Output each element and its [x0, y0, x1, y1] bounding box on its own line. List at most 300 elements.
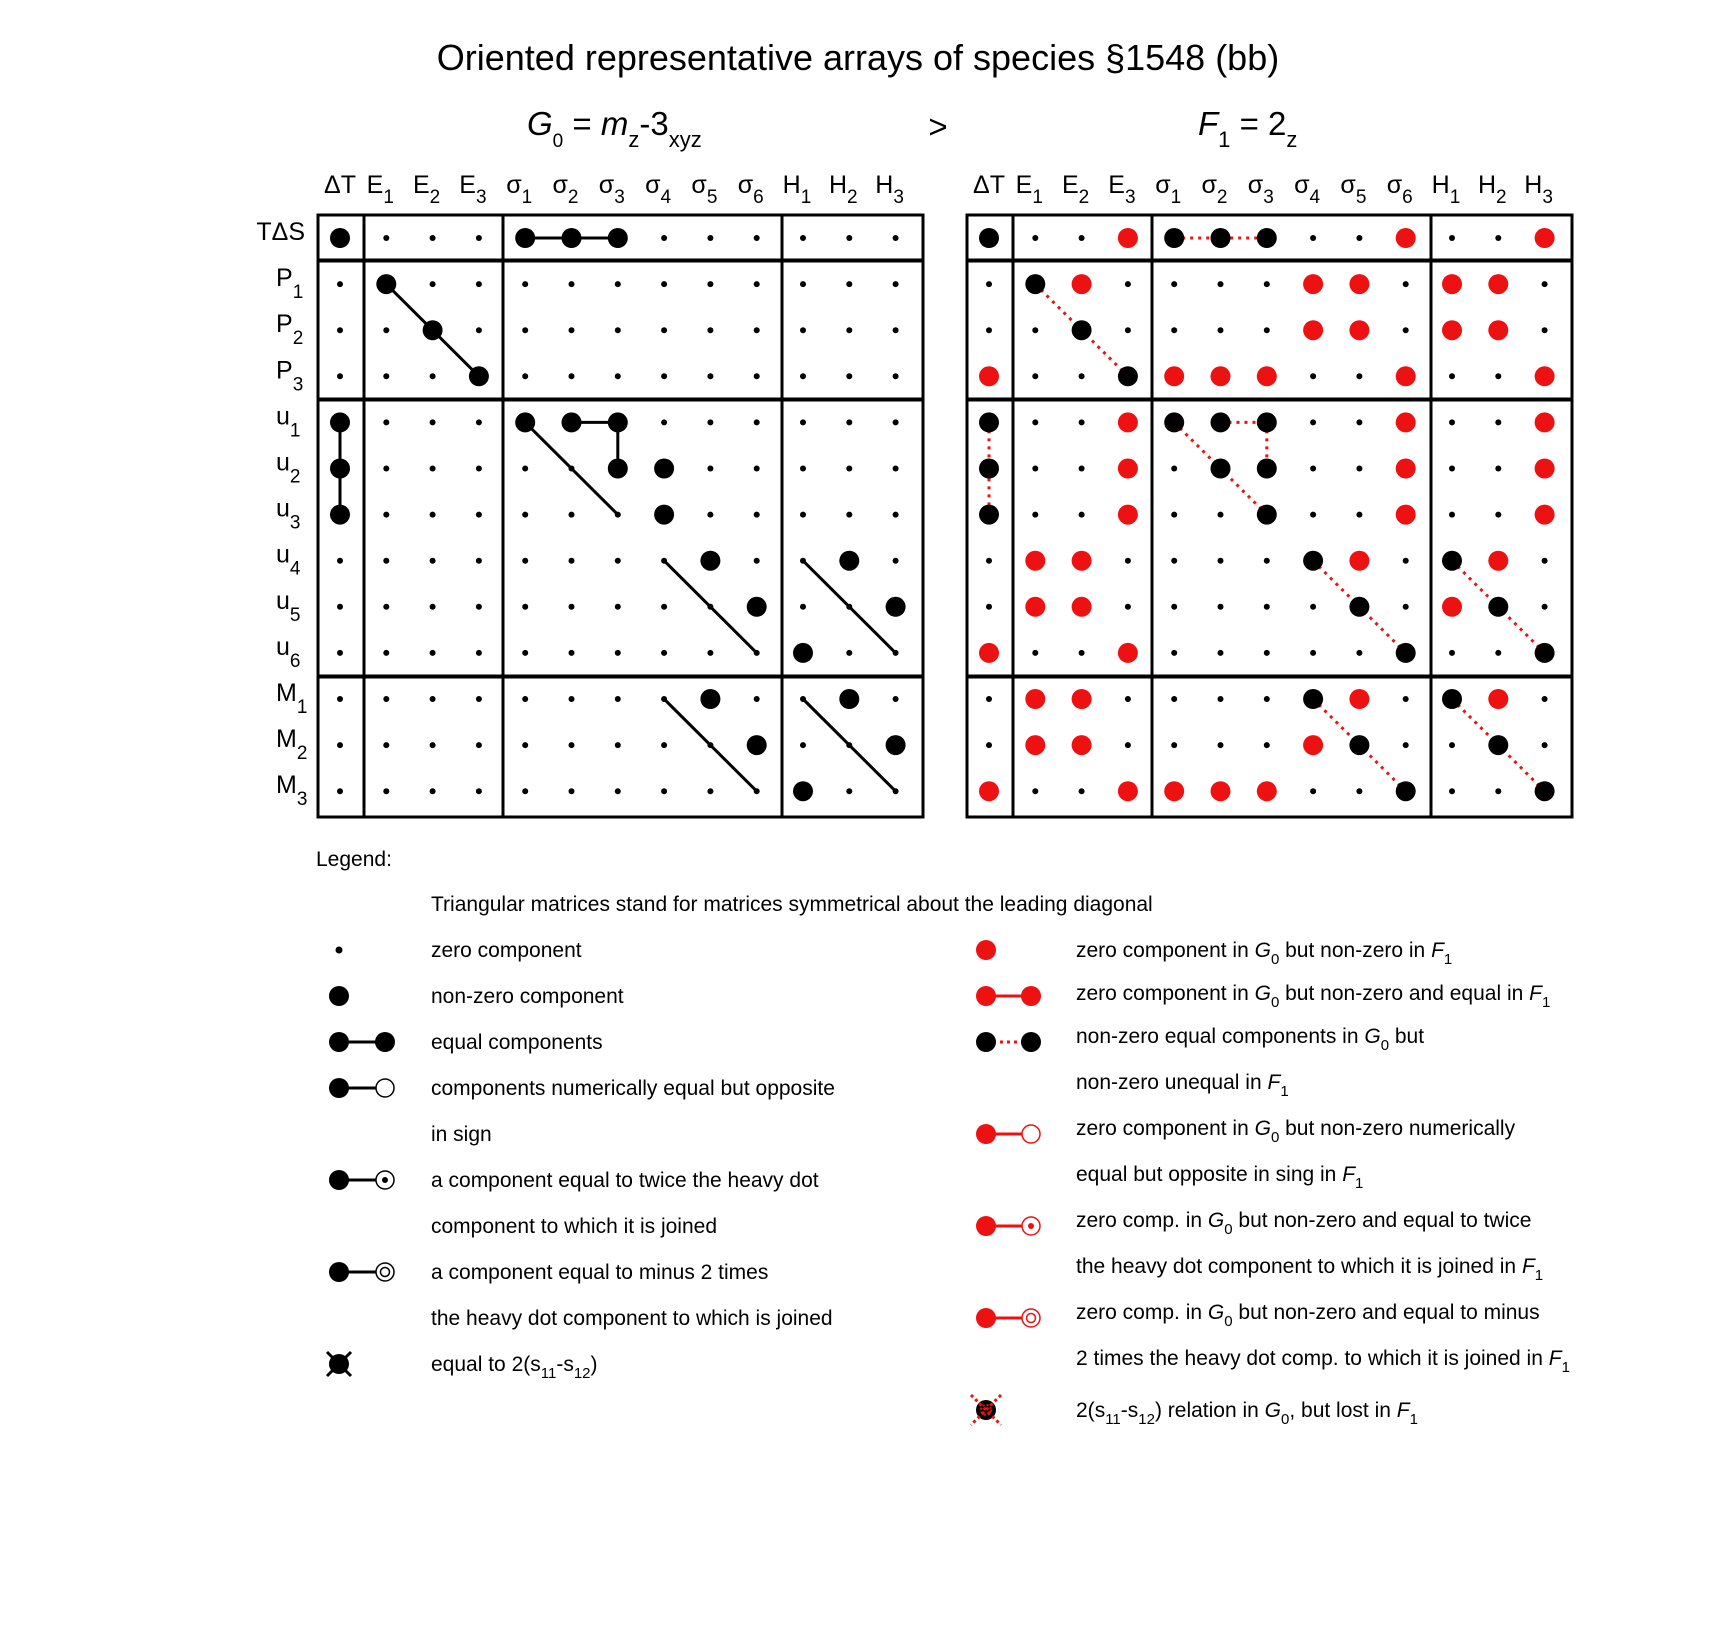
zero-dot	[800, 281, 806, 287]
zero-dot	[1218, 558, 1224, 564]
zero-dot	[1171, 281, 1177, 287]
legend-s11-s12-icon	[327, 1352, 351, 1376]
zero-dot	[1032, 466, 1038, 472]
left-panel-heading	[527, 105, 702, 152]
red-dot	[1349, 320, 1369, 340]
red-dot	[1303, 274, 1323, 294]
red-dot	[1535, 228, 1555, 248]
zero-dot	[1032, 373, 1038, 379]
zero-dot	[383, 788, 389, 794]
zero-dot	[1356, 235, 1362, 241]
legend-right-line-9: zero comp. in $G_0$ but non-zero and equal to minus	[1076, 1301, 1540, 1330]
red-dot	[1257, 366, 1277, 386]
row-label-12: $M_3$	[276, 771, 308, 811]
nonzero-dot	[330, 505, 350, 525]
column-label-8: $\sigma_5$	[1340, 171, 1367, 208]
zero-dot	[846, 281, 852, 287]
zero-dot	[800, 604, 806, 610]
nonzero-dot	[376, 274, 396, 294]
zero-dot	[707, 235, 713, 241]
zero-dot	[1449, 512, 1455, 518]
red-dot	[1211, 781, 1231, 801]
zero-dot	[615, 788, 621, 794]
heading-rest-sub: xyz	[668, 127, 702, 152]
row-label-0: TΔS	[256, 218, 305, 246]
legend-right-line-7: zero comp. in $G_0$ but non-zero and equal to twice	[1076, 1209, 1532, 1238]
zero-dot	[1079, 373, 1085, 379]
zero-dot	[430, 281, 436, 287]
operator-greater-than: >	[928, 108, 948, 145]
zero-dot	[1495, 373, 1501, 379]
nonzero-dot	[700, 551, 720, 571]
legend-left-line-10: equal to $2(s_{11}-s_{12})$	[431, 1353, 598, 1382]
legend-red-minus-twice-icon	[976, 1308, 1040, 1328]
heading-m-sub: z	[628, 127, 640, 152]
zero-dot	[1449, 742, 1455, 748]
zero-dot	[522, 742, 528, 748]
legend-left-line-5: in sign	[431, 1123, 492, 1146]
zero-dot	[522, 604, 528, 610]
zero-dot	[337, 373, 343, 379]
nonzero-dot	[1211, 412, 1231, 432]
zero-dot	[1356, 512, 1362, 518]
nonzero-dot	[979, 459, 999, 479]
zero-dot	[893, 788, 899, 794]
nonzero-dot	[1349, 597, 1369, 617]
zero-dot	[707, 788, 713, 794]
red-dot	[1488, 689, 1508, 709]
column-label-4: $\sigma_1$	[506, 171, 533, 208]
zero-dot	[1032, 419, 1038, 425]
zero-dot	[1264, 650, 1270, 656]
zero-dot	[1542, 604, 1548, 610]
legend-right-line-3: non-zero equal components in $G_0$ but	[1076, 1025, 1425, 1054]
red-dot	[1072, 689, 1092, 709]
zero-dot	[337, 558, 343, 564]
zero-dot	[846, 604, 852, 610]
nonzero-dot	[608, 412, 628, 432]
legend-right-line-1: zero component in $G_0$ but non-zero in $F_1$	[1076, 939, 1453, 968]
nonzero-dot	[1211, 228, 1231, 248]
zero-dot	[522, 788, 528, 794]
heading-G-sub: 0	[552, 131, 564, 152]
red-dot	[1025, 551, 1045, 571]
zero-dot	[986, 281, 992, 287]
zero-dot	[661, 281, 667, 287]
nonzero-dot	[1349, 735, 1369, 755]
red-dot	[1257, 781, 1277, 801]
zero-dot	[1542, 327, 1548, 333]
zero-dot	[1218, 281, 1224, 287]
column-label-3: $E_3$	[1108, 171, 1136, 208]
zero-dot	[1356, 466, 1362, 472]
red-dot	[1349, 689, 1369, 709]
nonzero-dot	[562, 228, 582, 248]
zero-dot	[893, 419, 899, 425]
heading-z-sub: z	[1286, 127, 1298, 152]
zero-dot	[383, 650, 389, 656]
column-label-10: $H_1$	[782, 171, 812, 208]
zero-dot	[986, 558, 992, 564]
legend-opposite-sign-icon	[329, 1078, 394, 1098]
zero-dot	[1125, 327, 1131, 333]
nonzero-dot	[1072, 320, 1092, 340]
legend-right-column	[971, 939, 1570, 1428]
red-dot	[979, 643, 999, 663]
nonzero-dot	[1488, 597, 1508, 617]
column-label-12: $H_3$	[1524, 171, 1553, 208]
zero-dot	[1171, 466, 1177, 472]
zero-dot	[1449, 419, 1455, 425]
nonzero-dot	[608, 459, 628, 479]
red-dot	[1488, 274, 1508, 294]
legend-left-column	[327, 939, 835, 1382]
red-dot	[1396, 366, 1416, 386]
column-label-5: $\sigma_2$	[552, 171, 579, 208]
zero-dot	[800, 373, 806, 379]
nonzero-dot	[1257, 412, 1277, 432]
zero-dot	[1218, 604, 1224, 610]
zero-dot	[615, 696, 621, 702]
zero-dot	[1079, 650, 1085, 656]
nonzero-dot	[330, 228, 350, 248]
row-label-7: $u_4$	[276, 540, 301, 580]
zero-dot	[569, 788, 575, 794]
legend-right-line-6: equal but opposite in sing in $F_1$	[1076, 1163, 1364, 1192]
zero-dot	[893, 373, 899, 379]
legend-left-line-4: components numerically equal but opposite	[431, 1077, 835, 1100]
zero-dot	[1171, 512, 1177, 518]
zero-dot	[476, 742, 482, 748]
zero-dot	[337, 696, 343, 702]
legend-minus-twice-icon	[329, 1262, 394, 1282]
zero-dot	[522, 650, 528, 656]
zero-dot	[1032, 788, 1038, 794]
zero-dot	[707, 373, 713, 379]
zero-dot	[1079, 419, 1085, 425]
row-label-4: $u_1$	[276, 402, 301, 442]
column-label-2: $E_2$	[1061, 171, 1090, 208]
nonzero-dot	[423, 320, 443, 340]
red-dot	[1072, 274, 1092, 294]
row-label-11: $M_2$	[276, 725, 308, 765]
legend-red-dot-icon	[976, 940, 996, 960]
nonzero-dot	[793, 643, 813, 663]
red-dot	[1072, 551, 1092, 571]
block-frame	[1152, 677, 1431, 817]
legend-red-opposite-sign-icon	[976, 1124, 1040, 1144]
nonzero-dot	[886, 597, 906, 617]
row-label-5: $u_2$	[276, 448, 301, 488]
zero-dot	[383, 696, 389, 702]
heading-F-sub: 1	[1218, 127, 1231, 152]
legend-right-line-10: 2 times the heavy dot comp. to which it is joined in $F_1$	[1076, 1347, 1570, 1376]
legend-twice-icon	[329, 1170, 394, 1190]
zero-dot	[337, 281, 343, 287]
block-frame	[503, 677, 782, 817]
red-dot	[1488, 551, 1508, 571]
zero-dot	[476, 281, 482, 287]
zero-dot	[522, 327, 528, 333]
legend-red-twice-icon	[976, 1216, 1040, 1236]
zero-dot	[337, 788, 343, 794]
red-dot	[1118, 643, 1138, 663]
left-matrix	[318, 171, 923, 817]
zero-dot	[707, 419, 713, 425]
nonzero-dot	[979, 505, 999, 525]
zero-dot	[569, 742, 575, 748]
column-label-5: $\sigma_2$	[1201, 171, 1228, 208]
red-dot	[979, 366, 999, 386]
legend-zero-dot-icon	[336, 947, 343, 954]
zero-dot	[1542, 696, 1548, 702]
legend-note: Triangular matrices stand for matrices symmetrical about the leading diagonal	[431, 893, 1153, 916]
legend-right-line-4: non-zero unequal in $F_1$	[1076, 1071, 1289, 1100]
zero-dot	[754, 327, 760, 333]
column-label-1: $E_1$	[1015, 171, 1043, 208]
nonzero-dot	[700, 689, 720, 709]
nonzero-dot	[515, 228, 535, 248]
zero-dot	[800, 327, 806, 333]
zero-dot	[430, 696, 436, 702]
zero-dot	[522, 466, 528, 472]
zero-dot	[986, 327, 992, 333]
zero-dot	[522, 558, 528, 564]
zero-dot	[1495, 650, 1501, 656]
nonzero-dot	[1442, 551, 1462, 571]
zero-dot	[1356, 373, 1362, 379]
zero-dot	[522, 512, 528, 518]
zero-dot	[1310, 419, 1316, 425]
zero-dot	[754, 788, 760, 794]
column-label-4: $\sigma_1$	[1155, 171, 1182, 208]
zero-dot	[893, 558, 899, 564]
column-label-10: $H_1$	[1431, 171, 1461, 208]
zero-dot	[569, 512, 575, 518]
zero-dot	[661, 696, 667, 702]
row-label-10: $M_1$	[276, 679, 308, 718]
zero-dot	[569, 466, 575, 472]
nonzero-dot	[654, 505, 674, 525]
block-frame	[1152, 261, 1431, 399]
zero-dot	[569, 604, 575, 610]
red-dot	[1025, 689, 1045, 709]
red-dot	[1535, 505, 1555, 525]
red-dot	[1396, 505, 1416, 525]
heading-eq2: = 2	[1230, 105, 1287, 142]
zero-dot	[1542, 742, 1548, 748]
zero-dot	[430, 373, 436, 379]
zero-dot	[1218, 742, 1224, 748]
zero-dot	[476, 696, 482, 702]
block-frame	[503, 261, 782, 399]
zero-dot	[1079, 235, 1085, 241]
zero-dot	[522, 696, 528, 702]
nonzero-dot	[979, 412, 999, 432]
column-label-1: $E_1$	[366, 171, 394, 208]
red-dot	[1442, 274, 1462, 294]
nonzero-dot	[1535, 781, 1555, 801]
zero-dot	[1171, 558, 1177, 564]
legend-left-line-3: equal components	[431, 1031, 603, 1054]
zero-dot	[383, 558, 389, 564]
legend-lost-relation-icon	[971, 1395, 1001, 1425]
right-panel-heading	[1198, 105, 1297, 152]
nonzero-dot	[886, 735, 906, 755]
zero-dot	[1171, 650, 1177, 656]
zero-dot	[1542, 558, 1548, 564]
zero-dot	[337, 650, 343, 656]
row-label-1: $P_1$	[276, 264, 304, 304]
nonzero-dot	[1164, 412, 1184, 432]
zero-dot	[1356, 419, 1362, 425]
red-dot	[1535, 366, 1555, 386]
red-dot	[1303, 320, 1323, 340]
zero-dot	[1218, 650, 1224, 656]
nonzero-dot	[1303, 689, 1323, 709]
zero-dot	[707, 742, 713, 748]
red-dot	[1072, 597, 1092, 617]
zero-dot	[1310, 650, 1316, 656]
zero-dot	[383, 327, 389, 333]
zero-dot	[846, 466, 852, 472]
zero-dot	[615, 327, 621, 333]
zero-dot	[1125, 604, 1131, 610]
row-labels	[256, 218, 307, 810]
nonzero-dot	[1303, 551, 1323, 571]
red-dot	[1025, 735, 1045, 755]
zero-dot	[383, 742, 389, 748]
red-dot	[1118, 228, 1138, 248]
nonzero-dot	[1211, 459, 1231, 479]
red-dot	[979, 781, 999, 801]
legend-left-line-7: component to which it is joined	[431, 1215, 717, 1238]
zero-dot	[986, 696, 992, 702]
nonzero-dot	[979, 228, 999, 248]
block-frame	[1152, 215, 1431, 260]
zero-dot	[569, 373, 575, 379]
nonzero-dot	[1535, 643, 1555, 663]
red-dot	[1442, 320, 1462, 340]
zero-dot	[615, 742, 621, 748]
legend-right-line-2: zero component in $G_0$ but non-zero and equal in $F_1$	[1076, 982, 1551, 1011]
red-dot	[1118, 412, 1138, 432]
column-label-11: $H_2$	[1477, 171, 1507, 208]
row-label-6: $u_3$	[276, 494, 301, 534]
zero-dot	[430, 466, 436, 472]
zero-dot	[1079, 512, 1085, 518]
zero-dot	[615, 604, 621, 610]
legend-left-line-6: a component equal to twice the heavy dot	[431, 1169, 819, 1192]
nonzero-dot	[1396, 781, 1416, 801]
zero-dot	[707, 604, 713, 610]
red-dot	[1118, 505, 1138, 525]
zero-dot	[1495, 419, 1501, 425]
zero-dot	[754, 466, 760, 472]
red-dot	[1211, 366, 1231, 386]
column-label-9: $\sigma_6$	[737, 171, 764, 208]
zero-dot	[846, 235, 852, 241]
zero-dot	[383, 466, 389, 472]
zero-dot	[1264, 696, 1270, 702]
legend-left-line-2: non-zero component	[431, 985, 624, 1008]
zero-dot	[800, 419, 806, 425]
legend-left-line-9: the heavy dot component to which is joined	[431, 1307, 833, 1330]
legend-right-line-5: zero component in $G_0$ but non-zero numerically	[1076, 1117, 1516, 1146]
zero-dot	[893, 650, 899, 656]
row-label-8: $u_5$	[276, 586, 301, 626]
zero-dot	[383, 419, 389, 425]
zero-dot	[707, 327, 713, 333]
zero-dot	[1264, 327, 1270, 333]
zero-dot	[476, 650, 482, 656]
zero-dot	[1403, 604, 1409, 610]
zero-dot	[1218, 696, 1224, 702]
nonzero-dot	[1488, 735, 1508, 755]
legend-left-line-1: zero component	[431, 939, 582, 962]
zero-dot	[1403, 558, 1409, 564]
zero-dot	[569, 696, 575, 702]
nonzero-dot	[330, 459, 350, 479]
zero-dot	[430, 558, 436, 564]
red-dot	[1442, 597, 1462, 617]
nonzero-dot	[1257, 228, 1277, 248]
block-frame	[782, 400, 923, 676]
zero-dot	[661, 650, 667, 656]
block-frame	[1431, 400, 1572, 676]
zero-dot	[569, 281, 575, 287]
zero-dot	[337, 327, 343, 333]
zero-dot	[476, 466, 482, 472]
zero-dot	[754, 281, 760, 287]
red-dot	[1396, 412, 1416, 432]
zero-dot	[1495, 512, 1501, 518]
zero-dot	[754, 235, 760, 241]
zero-dot	[1171, 696, 1177, 702]
nonzero-dot	[1164, 228, 1184, 248]
zero-dot	[1356, 650, 1362, 656]
zero-dot	[430, 650, 436, 656]
zero-dot	[569, 558, 575, 564]
zero-dot	[893, 281, 899, 287]
nonzero-dot	[839, 551, 859, 571]
zero-dot	[1032, 650, 1038, 656]
legend-left-line-8: a component equal to minus 2 times	[431, 1261, 769, 1284]
zero-dot	[615, 281, 621, 287]
zero-dot	[893, 512, 899, 518]
zero-dot	[846, 512, 852, 518]
zero-dot	[707, 650, 713, 656]
zero-dot	[1032, 235, 1038, 241]
legend-dotted-link-icon	[976, 1032, 1041, 1052]
red-dot	[1025, 597, 1045, 617]
zero-dot	[800, 512, 806, 518]
zero-dot	[846, 419, 852, 425]
row-label-2: $P_2$	[276, 310, 304, 350]
column-label-0: ΔT	[324, 171, 356, 199]
zero-dot	[661, 419, 667, 425]
column-label-12: $H_3$	[875, 171, 904, 208]
right-matrix	[967, 171, 1572, 817]
legend-equal-link-icon	[329, 1032, 395, 1052]
zero-dot	[893, 327, 899, 333]
zero-dot	[476, 788, 482, 794]
zero-dot	[337, 742, 343, 748]
column-label-11: $H_2$	[828, 171, 858, 208]
nonzero-dot	[1118, 366, 1138, 386]
nonzero-dot	[562, 412, 582, 432]
nonzero-dot	[1257, 505, 1277, 525]
